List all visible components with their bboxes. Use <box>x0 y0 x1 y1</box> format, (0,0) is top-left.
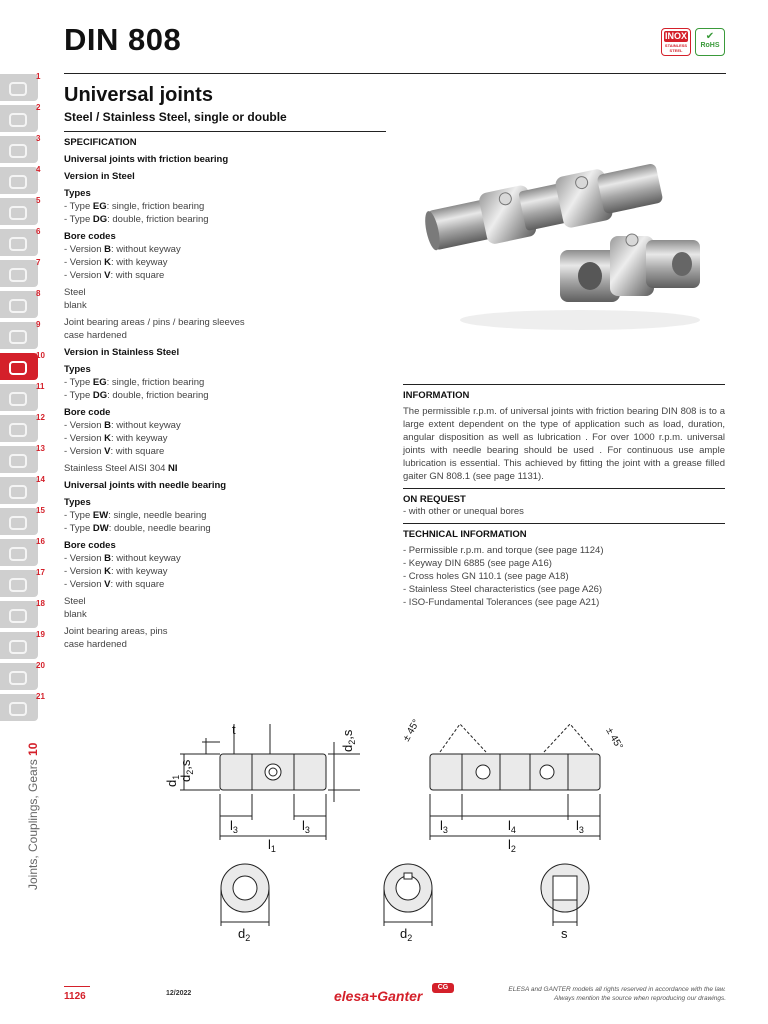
list-item: - Version B: without keyway <box>64 244 181 255</box>
tab-category-9[interactable] <box>0 320 46 351</box>
tab-category-14[interactable] <box>0 475 46 506</box>
tab-category-21[interactable] <box>0 692 46 723</box>
tab-category-19[interactable] <box>0 630 46 661</box>
material-text: Steel blank <box>64 596 87 620</box>
clamp-icon <box>9 299 27 313</box>
stainless-version-heading: Version in Stainless Steel <box>64 347 180 358</box>
tab-number: 1 <box>36 72 41 81</box>
list-item: - Cross holes GN 110.1 (see page A18) <box>403 571 569 582</box>
elesa-ganter-logo: elesa+Ganter <box>334 988 423 1004</box>
tab-background <box>0 477 38 504</box>
hardening-text: Joint bearing areas, pins case hardened <box>64 626 168 650</box>
grip-icon <box>9 206 27 220</box>
list-item: - Version V: with square <box>64 446 165 457</box>
product-name: Universal joints <box>64 84 213 106</box>
technical-drawing <box>150 712 630 952</box>
tab-number: 2 <box>36 103 41 112</box>
inox-badge-sub: STAINLESS STEEL <box>664 43 688 53</box>
tab-category-6[interactable] <box>0 227 46 258</box>
tab-number: 14 <box>36 475 45 484</box>
header-divider <box>64 73 726 74</box>
tab-category-3[interactable] <box>0 134 46 165</box>
material-text: Steel blank <box>64 287 87 311</box>
information-column <box>403 384 725 609</box>
tab-category-2[interactable] <box>0 103 46 134</box>
hinge-icon <box>9 547 27 561</box>
tab-number: 9 <box>36 320 41 329</box>
tab-background <box>0 258 41 287</box>
list-item: - with other or unequal bores <box>403 506 524 517</box>
tab-background <box>0 134 41 163</box>
tab-number: 10 <box>36 351 45 360</box>
friction-heading: Universal joints with friction bearing <box>64 154 229 165</box>
footer-accent-line <box>64 986 90 987</box>
chain-icon <box>9 640 27 654</box>
magnet-icon <box>9 609 27 623</box>
tab-number: 18 <box>36 599 45 608</box>
tab-number: 4 <box>36 165 41 174</box>
tab-category-7[interactable] <box>0 258 46 289</box>
tab-background <box>0 165 41 194</box>
bore-codes-label: Bore codes <box>64 231 116 242</box>
copyright-notice: ELESA and GANTER models all rights reserved in accordance with the law. Always mention the source when reproducing our drawings. <box>508 986 726 1002</box>
tab-category-12[interactable] <box>0 413 46 444</box>
rohs-badge <box>695 28 725 56</box>
tab-background <box>0 663 38 690</box>
tab-category-8[interactable] <box>0 289 46 320</box>
tab-background <box>0 72 41 101</box>
indicator-icon <box>9 268 27 282</box>
label-d2: $d_2$ <box>400 926 413 943</box>
list-item: - Version B: without keyway <box>64 420 181 431</box>
list-item: - Version K: with keyway <box>64 257 168 268</box>
list-item: - Version B: without keyway <box>64 553 181 564</box>
tab-background <box>0 415 38 442</box>
cg-logo-badge: CG <box>432 983 454 993</box>
handle-icon <box>9 175 27 189</box>
needle-heading: Universal joints with needle bearing <box>64 480 227 491</box>
types-label: Types <box>64 188 91 199</box>
product-subtitle: Steel / Stainless Steel, single or double <box>64 110 287 124</box>
inox-badge <box>661 28 691 56</box>
check-icon: ✔ <box>705 31 715 42</box>
list-item: - Type DG: double, friction bearing <box>64 214 209 225</box>
list-item: - Version V: with square <box>64 579 165 590</box>
tab-category-20[interactable] <box>0 661 46 692</box>
label-l2: $l_2$ <box>508 837 516 854</box>
rohs-badge-label: RoHS <box>700 42 720 49</box>
tab-number: 21 <box>36 692 45 701</box>
list-item: - Version V: with square <box>64 270 165 281</box>
castor-icon <box>9 578 27 592</box>
plunger-icon <box>9 485 27 499</box>
tab-number: 8 <box>36 289 41 298</box>
page-title: DIN 808 <box>64 22 182 57</box>
subtitle-divider <box>64 131 386 132</box>
tab-number: 11 <box>36 382 45 391</box>
tab-number: 16 <box>36 537 45 546</box>
lever-icon <box>9 144 27 158</box>
tab-number: 3 <box>36 134 41 143</box>
tab-background <box>0 570 38 597</box>
tab-number: 6 <box>36 227 41 236</box>
list-item: - Type DG: double, friction bearing <box>64 390 209 401</box>
tab-number: 13 <box>36 444 45 453</box>
knob-icon <box>9 82 27 96</box>
information-heading: INFORMATION <box>403 390 470 401</box>
steel-version-heading: Version in Steel <box>64 171 135 182</box>
hardening-text: Joint bearing areas / pins / bearing sleeves case hardened <box>64 317 245 341</box>
list-item: - Type DW: double, needle bearing <box>64 523 211 534</box>
stainless-material-text: Stainless Steel AISI 304 NI <box>64 463 178 474</box>
tab-category-10[interactable] <box>0 351 46 382</box>
pin-icon <box>9 454 27 468</box>
fixture-icon <box>9 423 27 437</box>
bore-codes-label: Bore codes <box>64 540 116 551</box>
list-item: - Version K: with keyway <box>64 566 168 577</box>
label-l3: $l_3$ <box>230 818 238 835</box>
label-l3: $l_3$ <box>302 818 310 835</box>
level-icon <box>9 702 27 716</box>
list-item: - ISO-Fundamental Tolerances (see page A21) <box>403 597 600 608</box>
tab-number: 5 <box>36 196 41 205</box>
tab-category-13[interactable] <box>0 444 46 475</box>
product-photo <box>410 140 730 340</box>
label-d2: $d_2$ <box>238 926 251 943</box>
tab-number: 7 <box>36 258 41 267</box>
information-text: The permissible r.p.m. of universal joints with friction bearing DIN 808 is to a large extent dependent on the type of application such as load, duration, angular disposition as well as lubrication . For over 1000 r.p.m. universal joints with needle bearing should be used . For continuous use ample lubrication is essential. This achieved by fitting the joint with a grease filled gaiter GN 808.1 (see page 1131). <box>403 406 725 482</box>
info-divider <box>403 523 725 524</box>
page-number: 1126 <box>64 991 86 1002</box>
edition-date: 12/2022 <box>166 990 192 997</box>
bolt-icon <box>9 671 27 685</box>
tab-category-15[interactable] <box>0 506 46 537</box>
label-angle-right: ± 45° <box>603 726 625 752</box>
tab-background <box>0 289 41 318</box>
lock-icon <box>9 392 27 406</box>
label-l4: $l_4$ <box>508 818 516 835</box>
tab-category-18[interactable] <box>0 599 46 630</box>
list-item: - Permissible r.p.m. and torque (see page 1124) <box>403 545 604 556</box>
tab-background <box>0 694 38 721</box>
tab-number: 12 <box>36 413 45 422</box>
label-d2s-right: $d_2,s$ <box>340 729 357 752</box>
types-label: Types <box>64 364 91 375</box>
tab-background <box>0 632 38 659</box>
tab-background <box>0 601 38 628</box>
category-tabs <box>0 72 46 723</box>
list-item: - Version K: with keyway <box>64 433 168 444</box>
label-l1: $l_1$ <box>268 837 276 854</box>
label-l3: $l_3$ <box>576 818 584 835</box>
list-item: - Type EW: single, needle bearing <box>64 510 207 521</box>
tab-background <box>0 508 38 535</box>
types-label: Types <box>64 497 91 508</box>
on-request-heading: ON REQUEST <box>403 494 466 505</box>
tab-category-17[interactable] <box>0 568 46 599</box>
tab-category-1[interactable] <box>0 72 46 103</box>
tab-category-11[interactable] <box>0 382 46 413</box>
tab-category-4[interactable] <box>0 165 46 196</box>
tab-background <box>0 227 41 256</box>
tab-background <box>0 103 41 132</box>
tab-number: 15 <box>36 506 45 515</box>
label-l3: $l_3$ <box>440 818 448 835</box>
list-item: - Stainless Steel characteristics (see page A26) <box>403 584 603 595</box>
tab-category-5[interactable] <box>0 196 46 227</box>
tab-background <box>0 446 38 473</box>
label-t: t <box>232 722 236 737</box>
tab-number: 19 <box>36 630 45 639</box>
label-d1: $d_1$ <box>164 774 181 787</box>
label-angle-left: ± 45° <box>401 717 423 744</box>
bore-code-label: Bore code <box>64 407 111 418</box>
tab-background <box>0 320 41 349</box>
section-side-label: Joints, Couplings, Gears 10 <box>26 742 40 890</box>
tab-number: 20 <box>36 661 45 670</box>
info-divider <box>403 384 725 385</box>
brush-icon <box>9 237 27 251</box>
screw-icon <box>9 330 27 344</box>
list-item: - Type EG: single, friction bearing <box>64 201 205 212</box>
tab-background <box>0 353 38 380</box>
tab-background <box>0 196 41 225</box>
joint-icon <box>9 361 27 375</box>
list-item: - Type EG: single, friction bearing <box>64 377 205 388</box>
handwheel-icon <box>9 113 27 127</box>
tab-background <box>0 384 38 411</box>
technical-heading: TECHNICAL INFORMATION <box>403 529 527 540</box>
specification-heading: SPECIFICATION <box>64 137 137 148</box>
specification-column <box>64 136 384 651</box>
tab-category-16[interactable] <box>0 537 46 568</box>
inox-badge-label: INOX <box>664 31 687 41</box>
label-s: s <box>561 926 568 941</box>
tab-number: 17 <box>36 568 45 577</box>
info-divider <box>403 488 725 489</box>
list-item: - Keyway DIN 6885 (see page A16) <box>403 558 552 569</box>
tab-background <box>0 539 38 566</box>
oil-icon <box>9 516 27 530</box>
label-d2s-left: $d_2,s$ <box>178 759 195 782</box>
